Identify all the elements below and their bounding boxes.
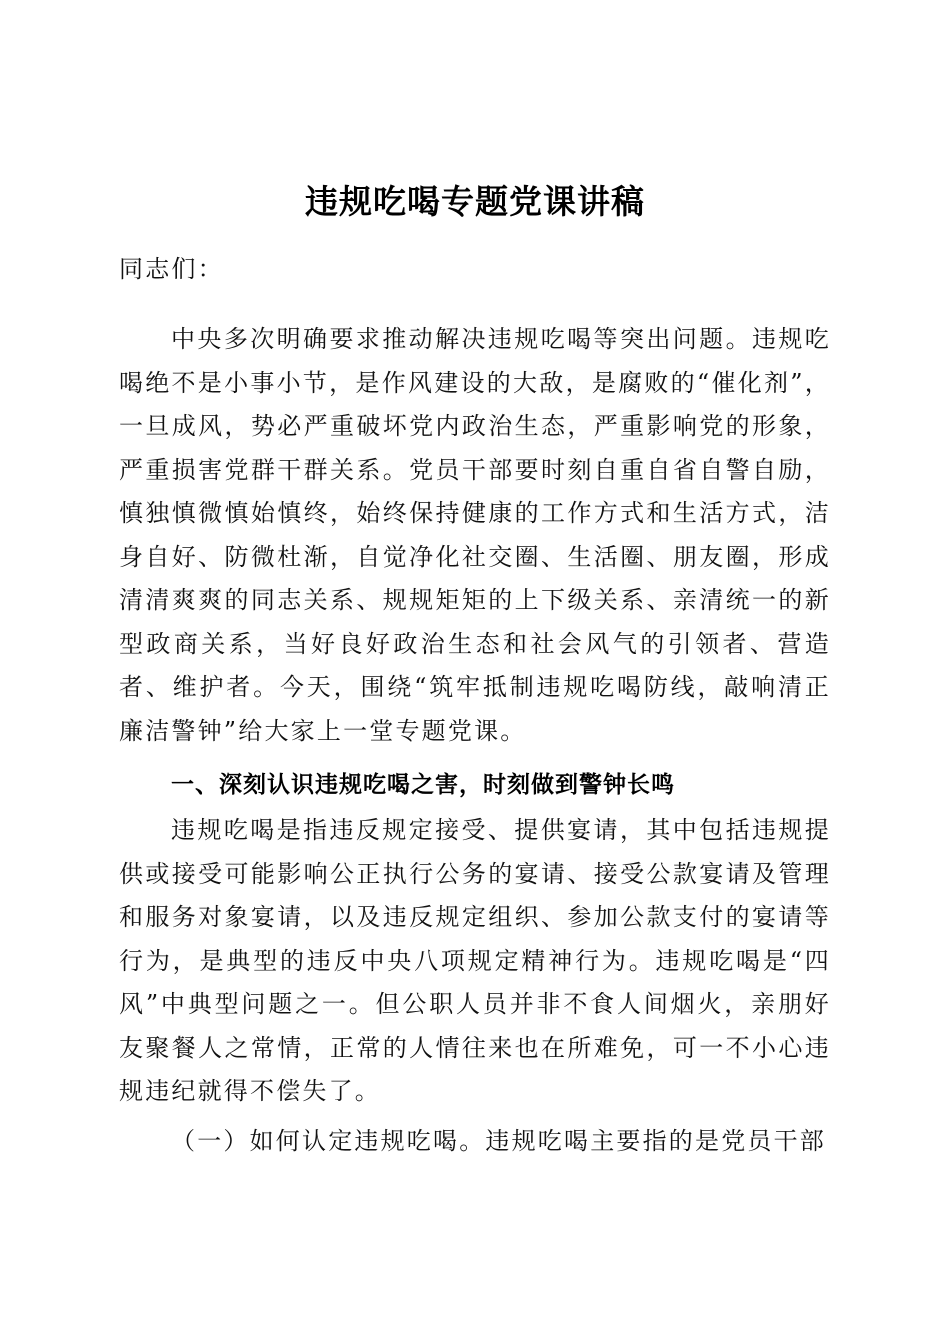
document-title: 违规吃喝专题党课讲稿 (305, 182, 645, 221)
section-heading-1: 一、深刻认识违规吃喝之害，时刻做到警钟长鸣 (171, 772, 675, 798)
paragraph-subsection-1: （一）如何认定违规吃喝。违规吃喝主要指的是党员干部 (171, 1127, 826, 1155)
paragraph-definition: 违规吃喝是指违反规定接受、提供宴请，其中包括违规提供或接受可能影响公正执行公务的宴请、接受公款宴请及管理和服务对象宴请，以及违反规定组织、参加公款支付的宴请等行为，是典型的违反中央八项规定精神行为。违规吃喝是“四风”中典型问题之一。但公职人员并非不食人间烟火，亲朋好友聚餐人之常情，正常的人情往来也在所难免，可一不小心违规违纪就得不偿失了。 (119, 816, 831, 1105)
salutation: 同志们： (119, 255, 224, 283)
paragraph-intro: 中央多次明确要求推动解决违规吃喝等突出问题。违规吃喝绝不是小事小节，是作风建设的大敌，是腐败的“催化剂”，一旦成风，势必严重破坏党内政治生态，严重影响党的形象，严重损害党群干群关系。党员干部要时刻自重自省自警自励，慎独慎微慎始慎终，始终保持健康的工作方式和生活方式，洁身自好、防微杜渐，自觉净化社交圈、生活圈、朋友圈，形成清清爽爽的同志关系、规规矩矩的上下级关系、亲清统一的新型政商关系，当好良好政治生态和社会风气的引领者、营造者、维护者。今天，围绕“筑牢抵制违规吃喝防线，敲响清正廉洁警钟”给大家上一堂专题党课。 (119, 325, 831, 745)
